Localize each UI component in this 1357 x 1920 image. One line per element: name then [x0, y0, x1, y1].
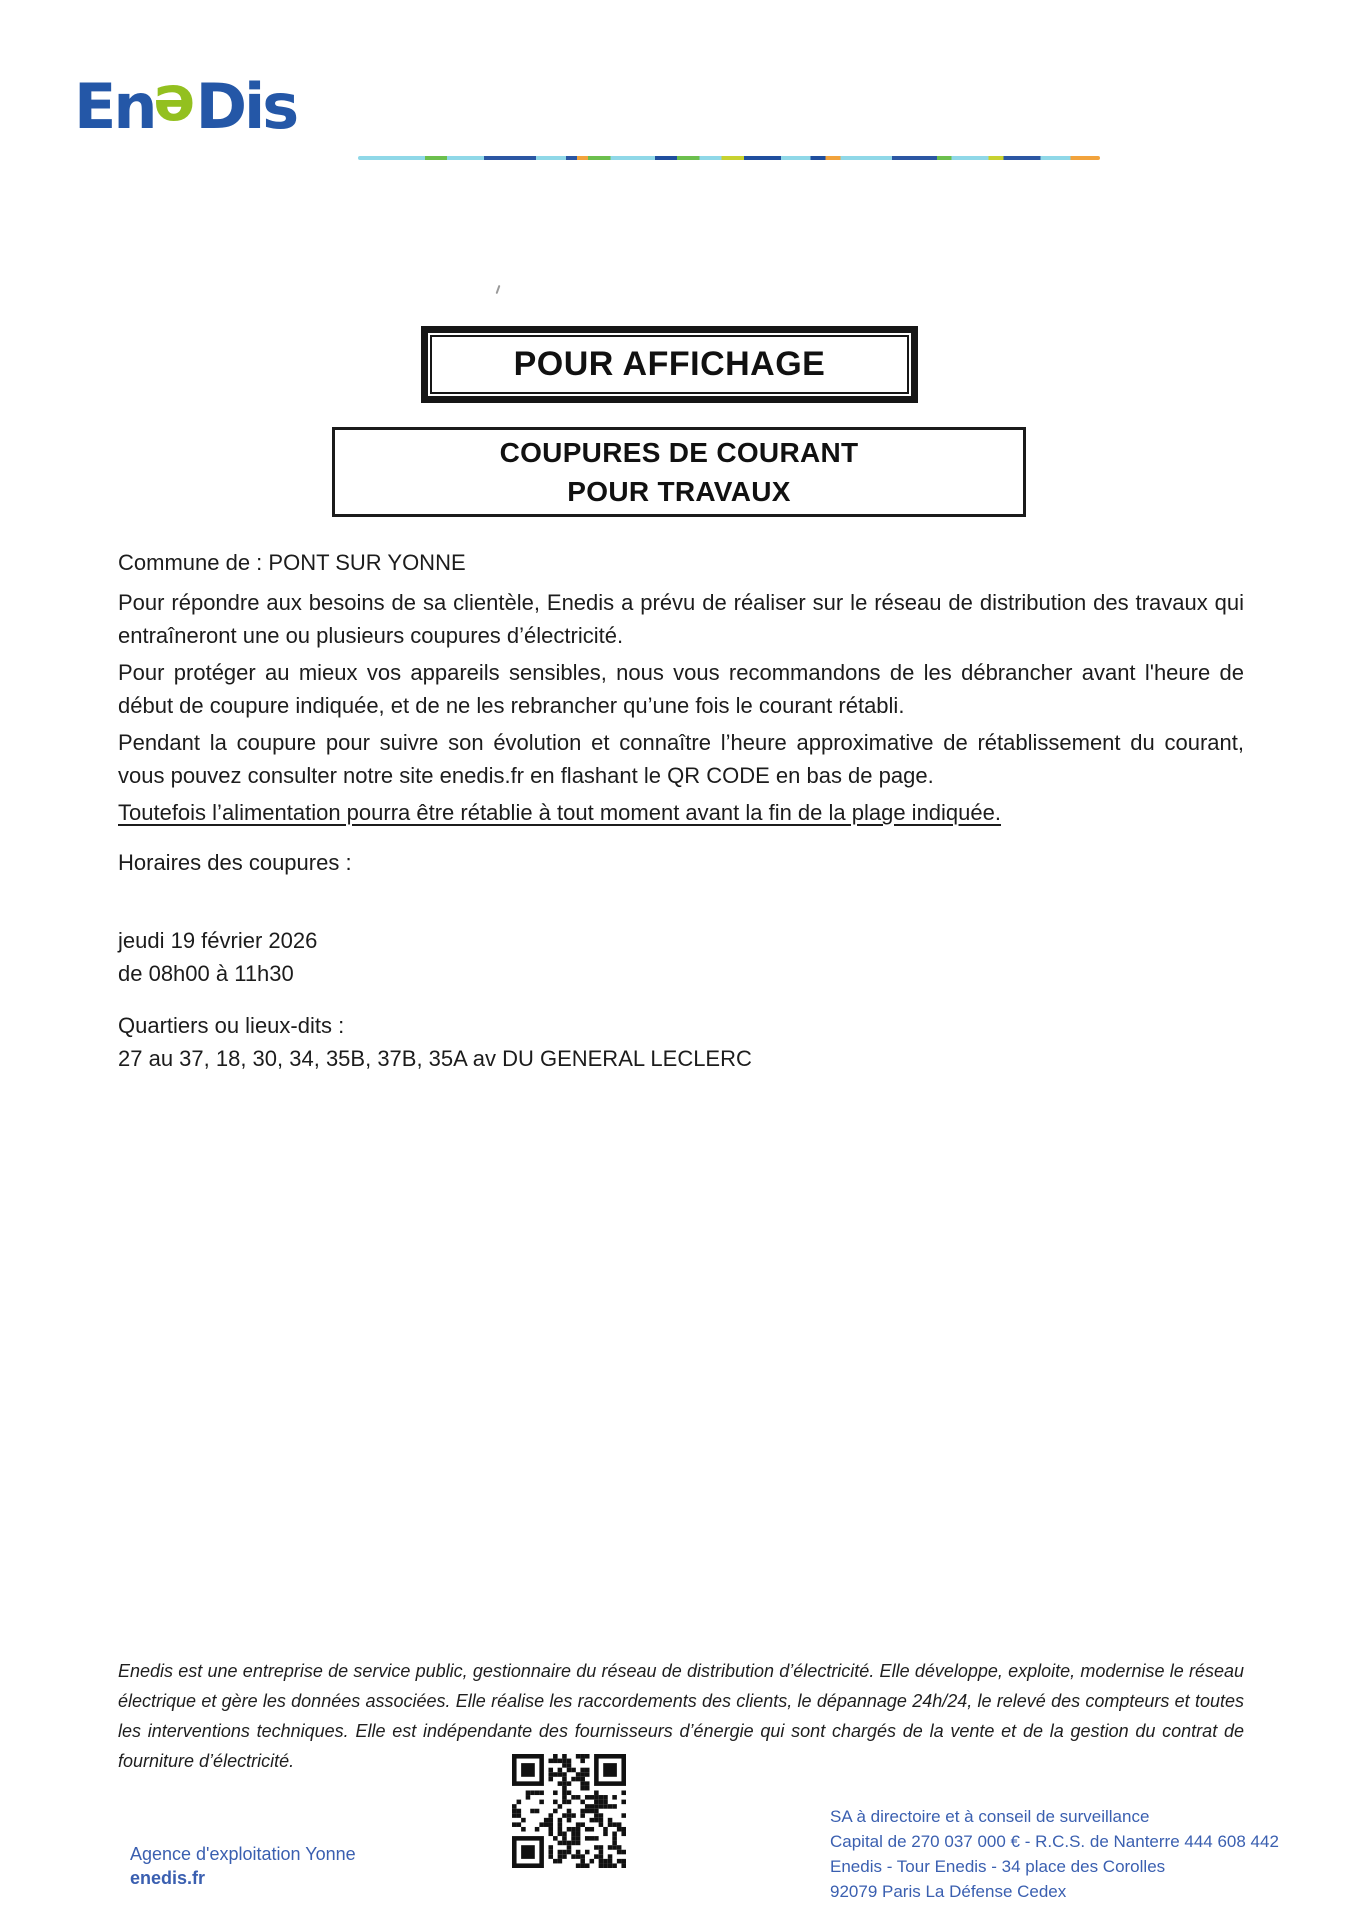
paragraph-qrcode-info: Pendant la coupure pour suivre son évolution et connaître l’heure approximative de rétablissement du courant, vous pouvez consulter notre site enedis.fr en flashant le QR CODE en bas de page. — [118, 730, 1244, 788]
quartiers-value: 27 au 37, 18, 30, 34, 35B, 37B, 35A av DU GENERAL LECLERC — [118, 1046, 752, 1071]
outage-date: jeudi 19 février 2026 — [118, 928, 318, 953]
logo-green-e: e — [155, 71, 195, 144]
pour-affichage-banner — [421, 326, 918, 403]
agency-block — [130, 1842, 356, 1890]
brand-color-divider — [358, 156, 1100, 160]
warning-underlined-text: Toutefois l’alimentation pourra être rétablie à tout moment avant la fin de la plage indiquée. — [118, 800, 1001, 825]
subject-line-1: COUPURES DE COURANT — [499, 436, 859, 468]
enedis-logo — [74, 70, 297, 144]
paragraph-intro: Pour répondre aux besoins de sa clientèle, Enedis a prévu de réaliser sur le réseau de distribution des travaux qui entraîneront une ou plusieurs coupures d’électricité. — [118, 590, 1244, 648]
agency-name: Agence d'exploitation Yonne — [130, 1844, 356, 1864]
outage-date-block — [118, 924, 1244, 990]
paragraph-advice: Pour protéger au mieux vos appareils sensibles, nous vous recommandons de les débrancher avant l'heure de début de coupure indiquée, et de ne les rebrancher qu’une fois le courant rétabli. — [118, 660, 1244, 718]
scan-artifact-mark — [496, 285, 501, 294]
company-line-1: SA à directoire et à conseil de surveillance — [830, 1807, 1150, 1826]
paragraph-warning — [118, 796, 1244, 829]
enedis-website: enedis.fr — [130, 1868, 206, 1888]
pour-affichage-title: POUR AFFICHAGE — [430, 335, 909, 394]
logo-text-dis: Dis — [195, 70, 297, 143]
company-line-3: Enedis - Tour Enedis - 34 place des Corolles — [830, 1857, 1166, 1876]
logo-text-en: En — [74, 70, 155, 143]
commune-line: Commune de : PONT SUR YONNE — [118, 550, 466, 575]
footer-legal-paragraph: Enedis est une entreprise de service public, gestionnaire du réseau de distribution d’électricité. Elle développe, exploite, modernise le réseau électrique et gère les données associées. Elle réalise les raccordements des clients, le dépannage 24h/24, le relevé des compteurs et toutes les interventions techniques. Elle est indépendante des fournisseurs d’énergie qui sont chargés de la vente et de la gestion du contrat de fourniture d’électricité. — [118, 1661, 1244, 1771]
quartiers-block — [118, 1009, 1244, 1075]
qr-code-icon — [512, 1754, 626, 1868]
subject-box — [332, 427, 1026, 517]
horaires-label: Horaires des coupures : — [118, 850, 352, 875]
company-legal-block — [830, 1804, 1279, 1904]
quartiers-label: Quartiers ou lieux-dits : — [118, 1013, 345, 1038]
company-line-2: Capital de 270 037 000 € - R.C.S. de Nanterre 444 608 442 — [830, 1832, 1279, 1851]
outage-time-range: de 08h00 à 11h30 — [118, 961, 294, 986]
company-line-4: 92079 Paris La Défense Cedex — [830, 1882, 1067, 1901]
subject-line-2: POUR TRAVAUX — [567, 476, 791, 507]
